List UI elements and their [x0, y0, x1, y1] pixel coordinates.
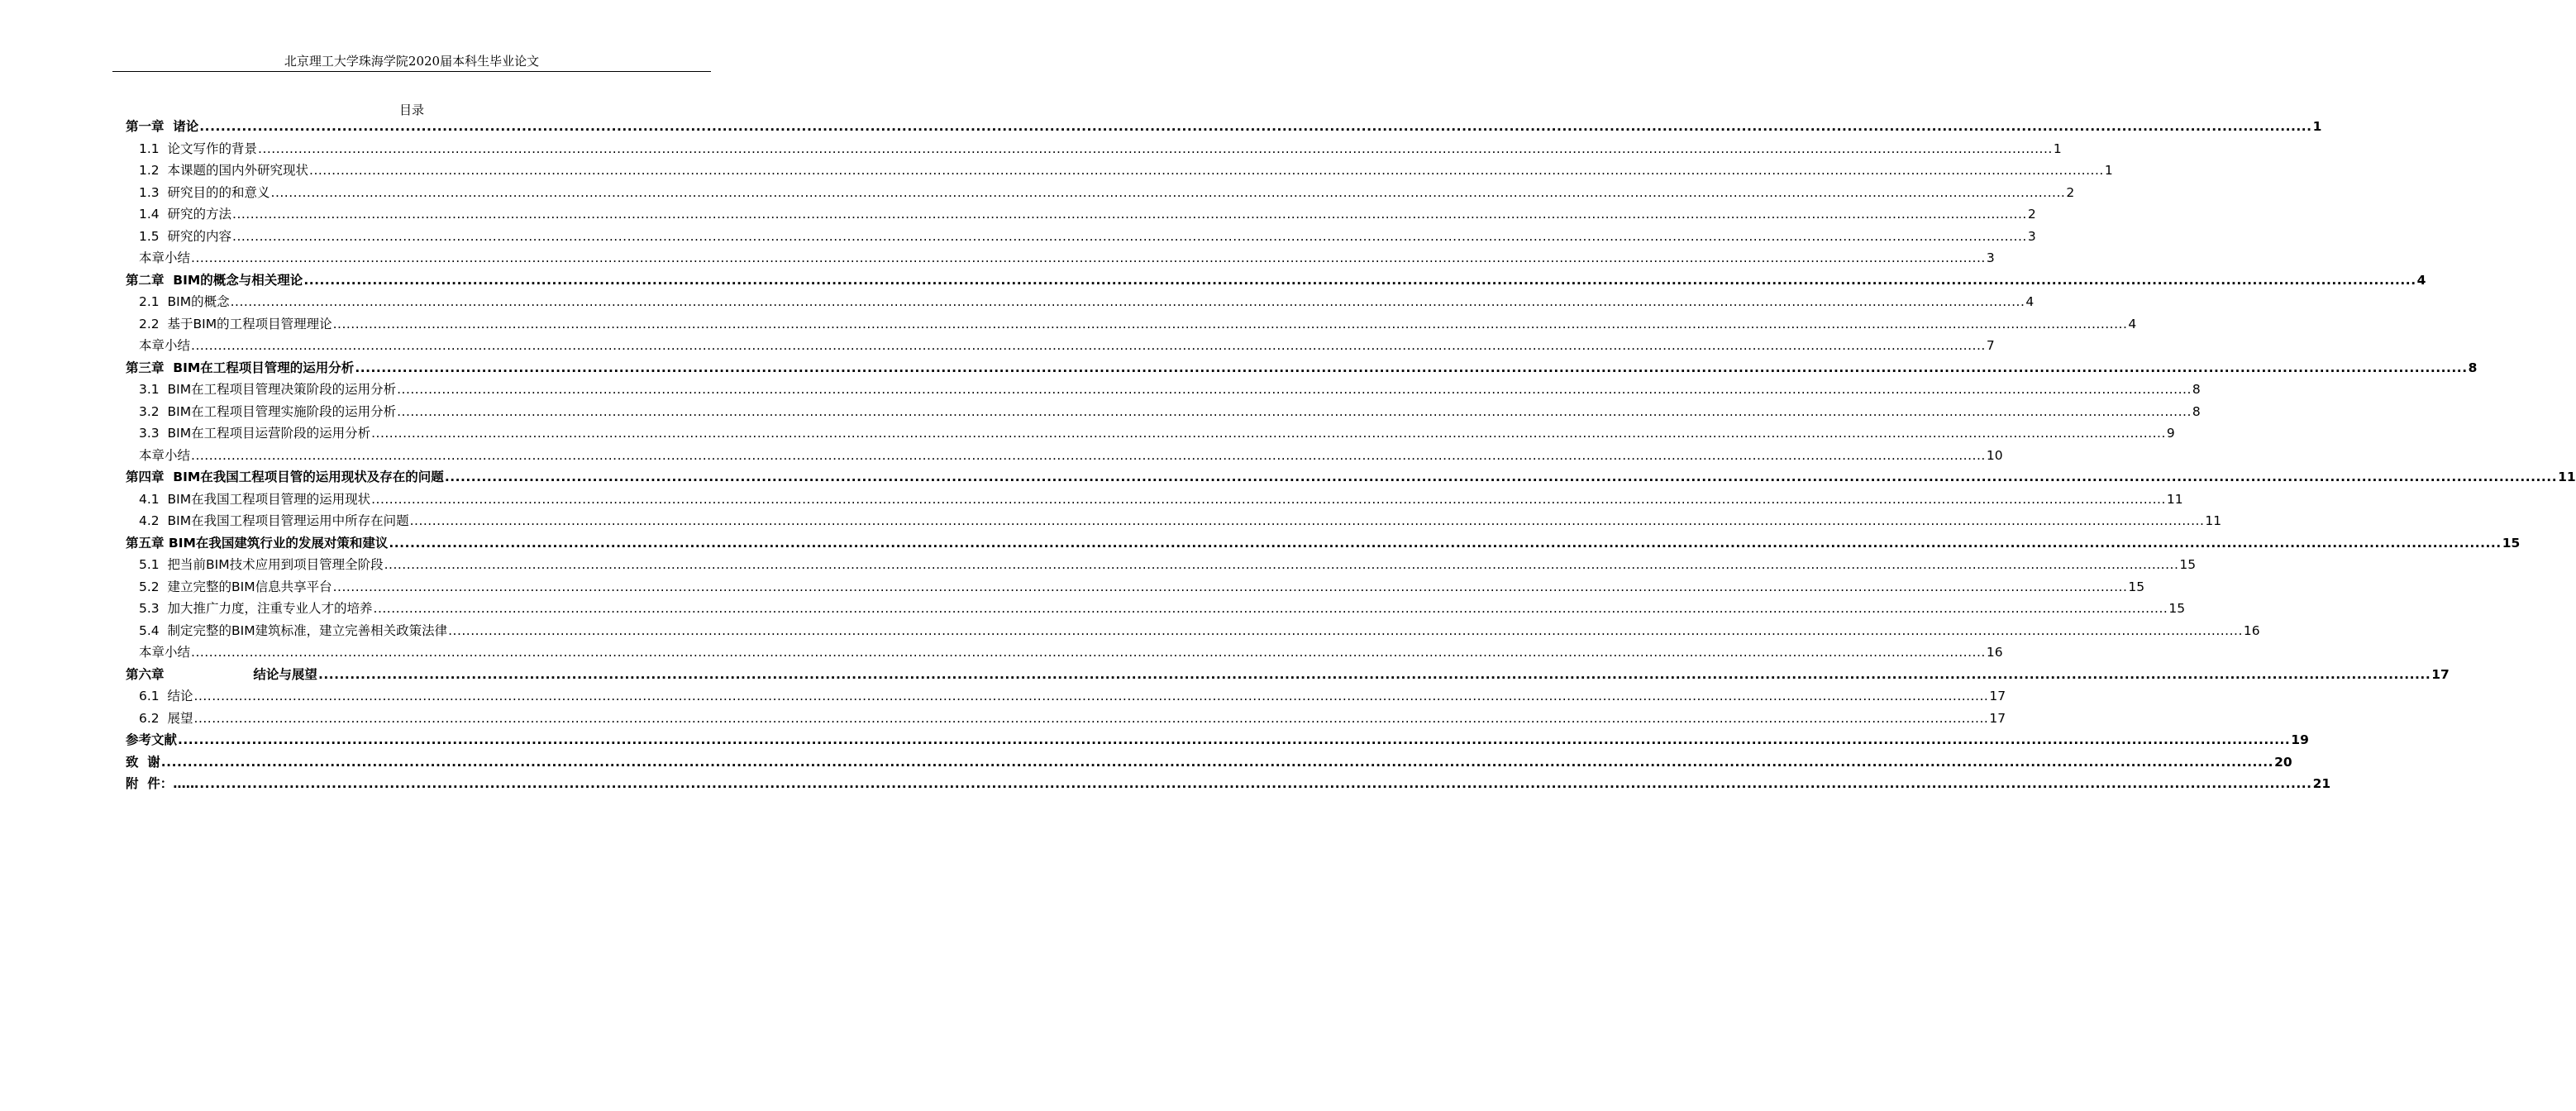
toc-page-number: 8 [2192, 403, 2201, 419]
toc-dot-leader: ................................................................................................................................................................................................................................................................................................................................................................................................................ [355, 360, 2468, 375]
toc-section-entry[interactable] [126, 598, 2186, 620]
toc-page-number: 19 [2291, 732, 2309, 747]
toc-dot-leader: ................................................................................................................................................................................................................................................................................................................................................................................................................ [193, 689, 1989, 703]
toc-dot-leader: ................................................................................................................................................................................................................................................................................................................................................................................................................ [384, 557, 2179, 572]
toc-section-entry[interactable] [126, 226, 2036, 248]
toc-page-number: 16 [2243, 622, 2260, 638]
toc-dot-leader: ................................................................................................................................................................................................................................................................................................................................................................................................................ [191, 645, 1986, 660]
toc-dot-leader: ................................................................................................................................................................................................................................................................................................................................................................................................................ [191, 250, 1986, 265]
toc-page-number: 15 [2128, 579, 2145, 594]
toc-page-number: 4 [2416, 272, 2426, 288]
toc-chapter-entry[interactable] [126, 751, 2292, 774]
toc-title: 目录 [398, 103, 424, 117]
toc-page-number: 11 [2558, 470, 2576, 484]
toc-page-number: 8 [2192, 382, 2201, 397]
toc-entry-label: 2.1 BIM的概念 [139, 294, 230, 309]
toc-chapter-entry[interactable] [126, 664, 2450, 686]
toc-entry-label: 3.3 BIM在工程项目运营阶段的运用分析 [139, 426, 371, 441]
toc-page-number: 16 [1986, 645, 2003, 660]
toc-section-entry[interactable] [126, 510, 2222, 532]
toc-page-number: 4 [2025, 294, 2035, 309]
toc-page-number: 1 [2312, 119, 2322, 134]
toc-entry-label: 1.1 论文写作的背景 [139, 141, 258, 156]
table-of-contents [126, 116, 2576, 795]
toc-entry-label: 4.1 BIM在我国工程项目管理的运用现状 [139, 491, 371, 507]
toc-dot-leader: ................................................................................................................................................................................................................................................................................................................................................................................................................ [397, 403, 2192, 419]
toc-dot-leader: ................................................................................................................................................................................................................................................................................................................................................................................................................ [191, 447, 1986, 463]
toc-entry-label: 3.1 BIM在工程项目管理决策阶段的运用分析 [139, 382, 397, 397]
toc-section-entry[interactable] [126, 313, 2137, 336]
toc-section-entry[interactable] [126, 138, 2062, 160]
toc-page-number: 15 [2168, 601, 2186, 616]
toc-section-entry[interactable] [126, 203, 2036, 226]
toc-page-number: 8 [2468, 360, 2478, 375]
toc-dot-leader: ................................................................................................................................................................................................................................................................................................................................................................................................................ [309, 163, 2104, 178]
toc-entry-label: 致 谢 [126, 754, 160, 770]
toc-dot-leader: ................................................................................................................................................................................................................................................................................................................................................................................................................ [178, 732, 2291, 747]
toc-dot-leader: ................................................................................................................................................................................................................................................................................................................................................................................................................ [371, 491, 2166, 507]
toc-entry-label: 1.4 研究的方法 [139, 207, 232, 222]
page-header [112, 51, 711, 72]
toc-section-entry[interactable] [126, 620, 2260, 642]
toc-entry-label: 参考文献 [126, 732, 178, 747]
toc-chapter-entry[interactable] [126, 466, 2576, 489]
toc-page-number: 4 [2128, 316, 2137, 331]
toc-dot-leader: ................................................................................................................................................................................................................................................................................................................................................................................................................ [444, 470, 2558, 484]
toc-dot-leader: ................................................................................................................................................................................................................................................................................................................................................................................................................ [232, 228, 2027, 244]
toc-entry-label: 4.2 BIM在我国工程项目管理运用中所存在问题 [139, 513, 409, 528]
toc-entry-label: 1.3 研究目的的和意义 [139, 184, 270, 200]
toc-entry-label: 本章小结 [139, 645, 191, 660]
toc-page-number: 20 [2274, 754, 2292, 770]
toc-page-number: 9 [2166, 426, 2175, 441]
toc-dot-leader: ................................................................................................................................................................................................................................................................................................................................................................................................................ [270, 184, 2066, 200]
toc-dot-leader: ................................................................................................................................................................................................................................................................................................................................................................................................................ [191, 338, 1986, 353]
toc-entry-label: 5.2 建立完整的BIM信息共享平台 [139, 579, 332, 594]
toc-page-number: 2 [2066, 184, 2075, 200]
toc-page-number: 11 [2205, 513, 2222, 528]
toc-entry-label: 3.2 BIM在工程项目管理实施阶段的运用分析 [139, 403, 397, 419]
toc-entry-label: 1.5 研究的内容 [139, 228, 232, 244]
toc-page-number: 2 [2027, 207, 2036, 222]
toc-page-number: 17 [1989, 689, 2006, 703]
toc-page-number: 11 [2166, 491, 2183, 507]
toc-entry-label: 本章小结 [139, 447, 191, 463]
toc-chapter-entry[interactable] [126, 116, 2322, 138]
toc-entry-label: 1.2 本课题的国内外研究现状 [139, 163, 309, 178]
toc-dot-leader: ................................................................................................................................................................................................................................................................................................................................................................................................................ [303, 272, 2416, 288]
toc-section-entry[interactable] [126, 576, 2145, 598]
toc-dot-leader: ................................................................................................................................................................................................................................................................................................................................................................................................................ [199, 776, 2312, 791]
toc-entry-label: 附 件：…… [126, 776, 199, 791]
toc-chapter-entry[interactable] [126, 532, 2521, 555]
toc-entry-label: 第六章 结论与展望 [126, 666, 317, 682]
toc-dot-leader: ................................................................................................................................................................................................................................................................................................................................................................................................................ [332, 316, 2128, 331]
toc-section-entry[interactable] [126, 554, 2197, 576]
toc-section-entry[interactable] [126, 445, 2003, 467]
toc-dot-leader: ................................................................................................................................................................................................................................................................................................................................................................................................................ [232, 207, 2027, 222]
toc-entry-label: 第四章 BIM在我国工程项目管的运用现状及存在的问题 [126, 470, 444, 484]
toc-entry-label: 5.3 加大推广力度，注重专业人才的培养 [139, 601, 373, 616]
toc-entry-label: 第三章 BIM在工程项目管理的运用分析 [126, 360, 355, 375]
toc-section-entry[interactable] [126, 335, 1995, 357]
toc-section-entry[interactable] [126, 422, 2175, 445]
toc-section-entry[interactable] [126, 401, 2201, 423]
toc-entry-label: 6.1 结论 [139, 689, 193, 703]
toc-dot-leader: ................................................................................................................................................................................................................................................................................................................................................................................................................ [160, 754, 2274, 770]
toc-dot-leader: ................................................................................................................................................................................................................................................................................................................................................................................................................ [371, 426, 2166, 441]
toc-entry-label: 2.2 基于BIM的工程项目管理理论 [139, 316, 332, 331]
toc-section-entry[interactable] [126, 379, 2201, 401]
toc-entry-label: 本章小结 [139, 250, 191, 265]
toc-section-entry[interactable] [126, 160, 2113, 182]
toc-section-entry[interactable] [126, 708, 2006, 730]
toc-page-number: 7 [1986, 338, 1995, 353]
toc-dot-leader: ................................................................................................................................................................................................................................................................................................................................................................................................................ [230, 294, 2025, 309]
toc-entry-label: 5.1 把当前BIM技术应用到项目管理全阶段 [139, 557, 384, 572]
toc-page-number: 3 [2027, 228, 2036, 244]
toc-page-number: 15 [2502, 535, 2521, 551]
toc-dot-leader: ................................................................................................................................................................................................................................................................................................................................................................................................................ [193, 710, 1989, 726]
toc-dot-leader: ................................................................................................................................................................................................................................................................................................................................................................................................................ [448, 622, 2243, 638]
toc-page-number: 17 [2431, 666, 2450, 682]
toc-dot-leader: ................................................................................................................................................................................................................................................................................................................................................................................................................ [397, 382, 2192, 397]
toc-page-number: 1 [2053, 141, 2062, 156]
toc-entry-label: 第一章 诸论 [126, 119, 199, 134]
toc-section-entry[interactable] [126, 247, 1995, 269]
toc-chapter-entry[interactable] [126, 357, 2478, 379]
toc-dot-leader: ................................................................................................................................................................................................................................................................................................................................................................................................................ [373, 601, 2168, 616]
header-text: 北京理工大学珠海学院2020届本科生毕业论文 [284, 54, 540, 69]
toc-page-number: 10 [1986, 447, 2003, 463]
toc-page-number: 1 [2104, 163, 2113, 178]
toc-section-entry[interactable] [126, 291, 2035, 313]
toc-dot-leader: ................................................................................................................................................................................................................................................................................................................................................................................................................ [332, 579, 2128, 594]
toc-entry-label: 本章小结 [139, 338, 191, 353]
toc-page-number: 17 [1989, 710, 2006, 726]
toc-dot-leader: ................................................................................................................................................................................................................................................................................................................................................................................................................ [199, 119, 2312, 134]
toc-entry-label: 5.4 制定完整的BIM建筑标准，建立完善相关政策法律 [139, 622, 448, 638]
toc-chapter-entry[interactable] [126, 269, 2426, 292]
toc-section-entry[interactable] [126, 182, 2075, 204]
toc-page-number: 3 [1986, 250, 1995, 265]
toc-dot-leader: ................................................................................................................................................................................................................................................................................................................................................................................................................ [258, 141, 2053, 156]
toc-section-entry[interactable] [126, 489, 2183, 511]
toc-page-number: 15 [2179, 557, 2197, 572]
toc-dot-leader: ................................................................................................................................................................................................................................................................................................................................................................................................................ [409, 513, 2205, 528]
toc-section-entry[interactable] [126, 641, 2003, 664]
toc-dot-leader: ................................................................................................................................................................................................................................................................................................................................................................................................................ [389, 535, 2502, 551]
toc-page-number: 21 [2312, 776, 2331, 791]
toc-section-entry[interactable] [126, 685, 2006, 708]
toc-chapter-entry[interactable] [126, 729, 2309, 751]
toc-entry-label: 6.2 展望 [139, 710, 193, 726]
toc-dot-leader: ................................................................................................................................................................................................................................................................................................................................................................................................................ [317, 666, 2431, 682]
toc-entry-label: 第五章 BIM在我国建筑行业的发展对策和建议 [126, 535, 389, 551]
toc-entry-label: 第二章 BIM的概念与相关理论 [126, 272, 303, 288]
toc-chapter-entry[interactable] [126, 773, 2331, 795]
